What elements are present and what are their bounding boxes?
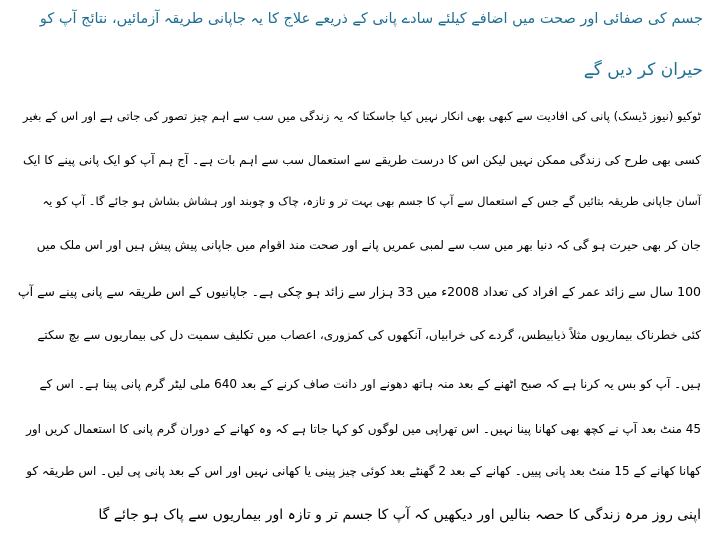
body-line-2: کسی بھی طرح کی زندگی ممکن نہیں لیکن اس کا درست طریقے سے استعمال سب سے اہم بات ہے۔ آج ہم آپ کو ایک پانی پینے کا ایک [23,153,701,167]
body-line-4: جان کر بھی حیرت ہو گی کہ دنیا بھر میں سب سے لمبی عمریں پانے اور صحت مند اقوام میں جاپانی پیش پیش ہیں اور اس ملک میں [36,238,701,252]
article-title-line-1: جسم کی صفائی اور صحت میں اضافے کیلئے سادے پانی کے ذریعے علاج کا یہ جاپانی طریقہ آزمائیں، نتائج آپ کو [39,11,703,27]
body-line-1: ٹوکیو (نیوز ڈیسک) پانی کی افادیت سے کبھی بھی انکار نہیں کیا جاسکتا کہ یہ زندگی میں سب سے اہم چیز تصور کی جاتی ہے اور اس کے بغیر [22,109,701,123]
body-line-9: کھانا کھانے کے 15 منٹ بعد پانی پییں۔ کھانے کے بعد 2 گھنٹے بعد کوئی چیز پینی یا کھانی نہیں اور اس کے بعد پانی پی لیں۔ اس طریقہ کو [26,464,701,478]
article-title-line-2: حیران کر دیں گے [583,60,703,80]
body-line-10: اپنی روز مرہ زندگی کا حصہ بنالیں اور دیکھیں کہ آپ کا جسم تر و تازہ اور بیماریوں سے پاک ہو جائے گا [98,507,701,523]
body-line-8: 45 منٹ بعد آپ نے کچھ بھی کھانا پینا نہیں۔ اس تھراپی میں لوگوں کو کہا جاتا ہے کہ وہ کھانے کے دوران گرم پانی کا استعمال کریں اور [26,422,701,436]
body-line-7: ہیں۔ آپ کو بس یہ کرنا ہے کہ صبح اٹھنے کے بعد منہ ہاتھ دھونے اور دانت صاف کرنے کے بعد 640 ملی لیٹر گرم پانی پینا ہے۔ اس کے [39,377,701,391]
body-line-3: آسان جاپانی طریقہ بتائیں گے جس کے استعمال سے آپ کا جسم بھی بہت تر و تازہ، چاک و چوبند اور ہشاش بشاش ہو جائے گا۔ آپ کو یہ [42,194,701,208]
body-line-5: 100 سال سے زائد عمر کے افراد کی تعداد 2008ء میں 33 ہزار سے زائد ہو چکی ہے۔ جاپانیوں کے اس طریقہ سے پانی پینے سے آپ [17,284,701,299]
body-line-6: کئی خطرناک بیماریوں مثلاً ذیابیطس، گردے کی خرابیاں، آنکھوں کی کمزوری، اعصاب میں تکلیف سمیت دل کی بیماریوں سے بچ سکتے [37,328,701,342]
